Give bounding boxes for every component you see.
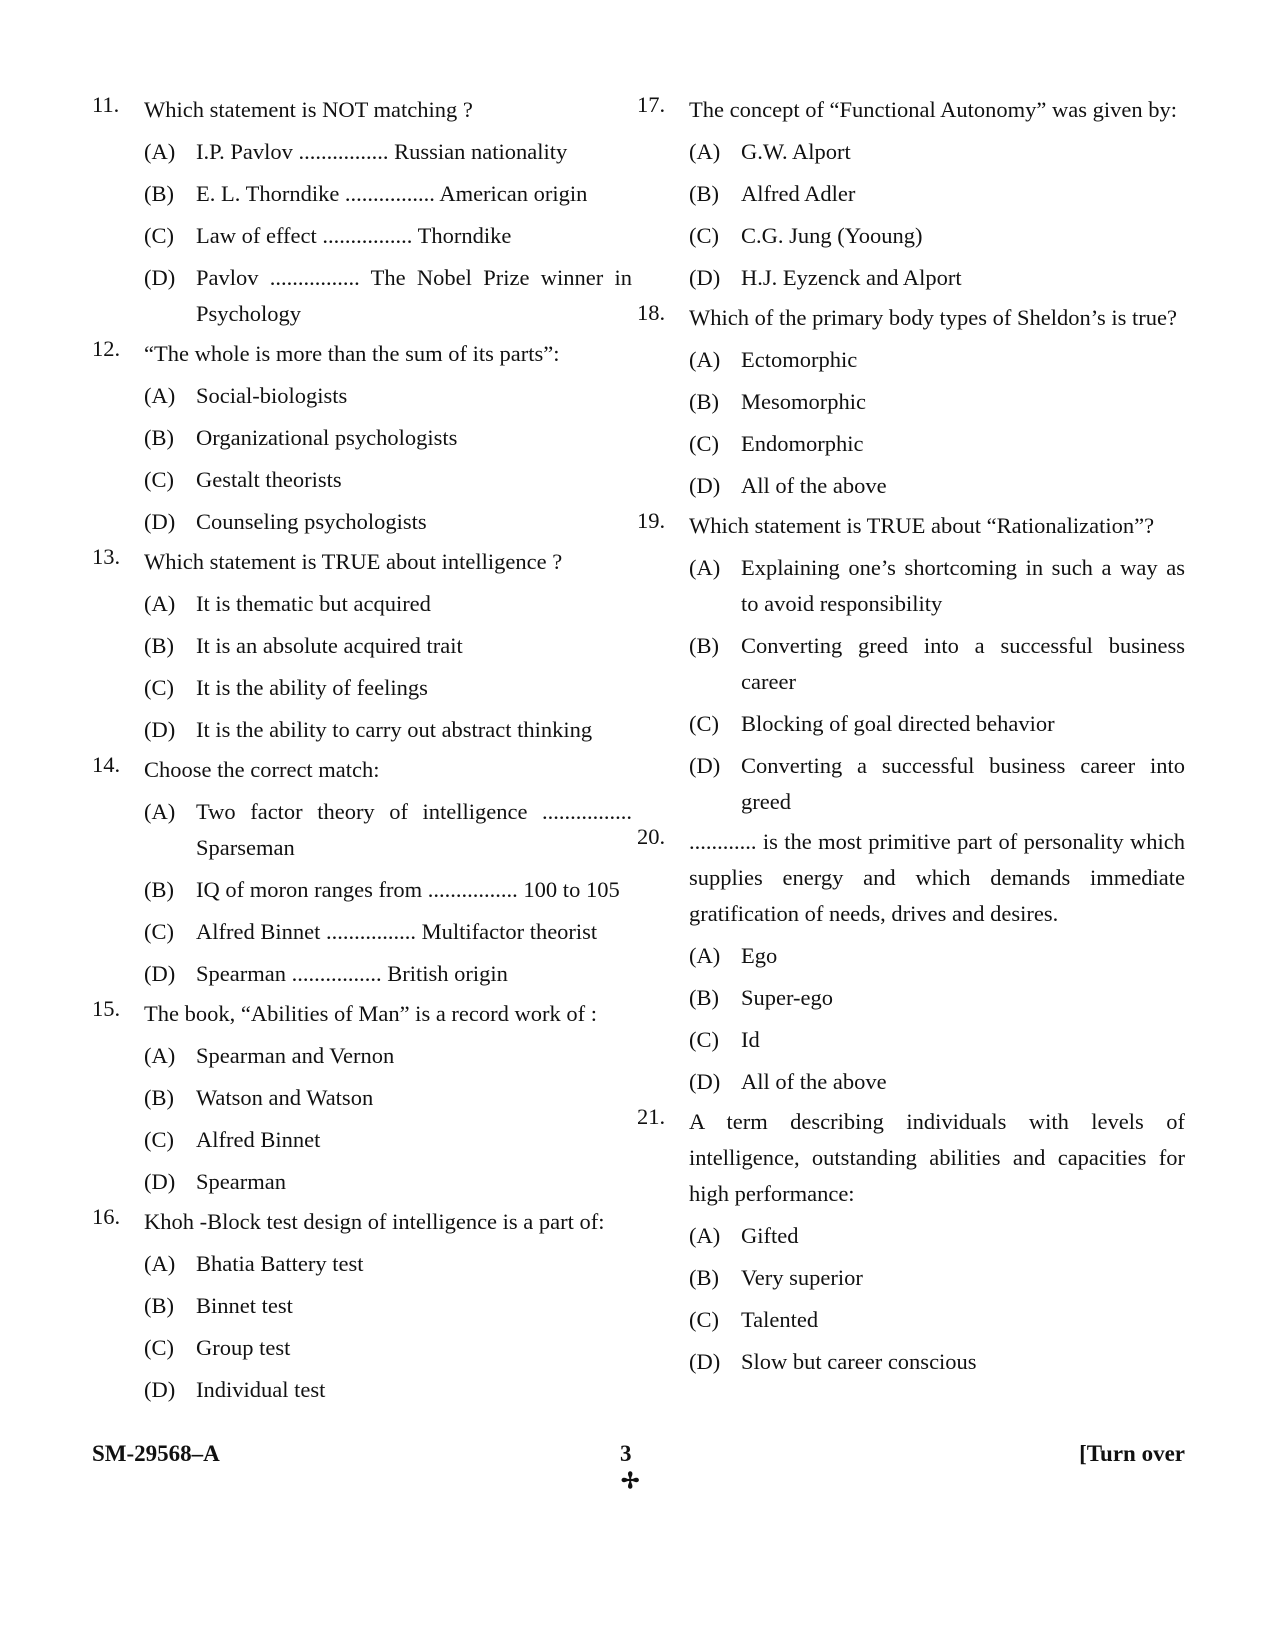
option-text: I.P. Pavlov ................ Russian nationality	[196, 139, 568, 164]
option-label: (C)	[144, 1127, 174, 1152]
option-label: (C)	[689, 1027, 719, 1052]
question-text: Which statement is TRUE about “Rationalization”?	[689, 513, 1155, 538]
option-text: Individual test	[196, 1377, 326, 1402]
option-label: (D)	[689, 265, 721, 290]
option-text: G.W. Alport	[741, 139, 851, 164]
option-label: (C)	[689, 711, 719, 736]
question-number: 13.	[92, 544, 121, 569]
option-b	[689, 384, 1185, 420]
option-a	[689, 134, 1185, 170]
option-text: Spearman ................ British origin	[196, 961, 508, 986]
option-label: (D)	[689, 753, 721, 778]
option-text: Watson and Watson	[196, 1085, 374, 1110]
option-text: Spearman and Vernon	[196, 1043, 395, 1068]
option-label: (D)	[144, 509, 176, 534]
paper-code: SM-29568–A	[92, 1441, 220, 1466]
option-b	[144, 176, 632, 212]
option-d	[144, 712, 632, 748]
option-label: (A)	[144, 591, 176, 616]
question-text: “The whole is more than the sum of its parts”:	[144, 341, 560, 366]
option-a	[144, 134, 632, 170]
option-label: (B)	[689, 633, 719, 658]
option-c	[689, 218, 1185, 254]
option-label: (A)	[144, 139, 176, 164]
option-text: All of the above	[741, 473, 887, 498]
question-text: The book, “Abilities of Man” is a record work of :	[144, 1001, 597, 1026]
option-label: (D)	[689, 1349, 721, 1374]
option-text: Organizational psychologists	[196, 425, 458, 450]
option-text: All of the above	[741, 1069, 887, 1094]
option-text: C.G. Jung (Yooung)	[741, 223, 923, 248]
option-label: (B)	[144, 1085, 174, 1110]
option-text: Blocking of goal directed behavior	[741, 711, 1055, 736]
question-text: Which statement is TRUE about intelligence ?	[144, 549, 563, 574]
option-c	[144, 462, 632, 498]
option-text: Counseling psychologists	[196, 509, 427, 534]
option-text: Super-ego	[741, 985, 834, 1010]
option-text: It is the ability to carry out abstract thinking	[196, 717, 593, 742]
option-label: (C)	[144, 919, 174, 944]
question-12	[92, 336, 632, 540]
question-14	[92, 752, 632, 992]
page-number: 3	[620, 1441, 632, 1466]
option-b	[689, 176, 1185, 212]
option-label: (B)	[144, 1293, 174, 1318]
turn-over-label: [Turn over	[1079, 1441, 1185, 1466]
option-text: Slow but career conscious	[741, 1349, 977, 1374]
option-label: (B)	[144, 877, 174, 902]
question-text: Khoh -Block test design of intelligence is a part of:	[144, 1209, 605, 1234]
option-label: (C)	[144, 223, 174, 248]
question-20	[637, 824, 1185, 1100]
option-b	[689, 1260, 1185, 1296]
registration-mark-icon: ✢	[621, 1468, 640, 1493]
question-19	[637, 508, 1185, 820]
option-text: Converting a successful business career into greed	[741, 753, 1185, 814]
option-text: Mesomorphic	[741, 389, 866, 414]
option-c	[144, 1122, 632, 1158]
option-label: (A)	[689, 943, 721, 968]
question-18	[637, 300, 1185, 504]
option-text: Ectomorphic	[741, 347, 858, 372]
question-text: Which of the primary body types of Sheldon’s is true?	[689, 305, 1178, 330]
option-text: Very superior	[741, 1265, 863, 1290]
option-text: Two factor theory of intelligence ................ Sparseman	[196, 799, 632, 860]
option-a	[144, 794, 632, 866]
question-text: Which statement is NOT matching ?	[144, 97, 473, 122]
option-c	[144, 218, 632, 254]
option-c	[144, 670, 632, 706]
option-b	[689, 628, 1185, 700]
option-c	[144, 1330, 632, 1366]
question-17	[637, 92, 1185, 296]
option-a	[689, 938, 1185, 974]
question-15	[92, 996, 632, 1200]
option-label: (B)	[689, 985, 719, 1010]
question-number: 16.	[92, 1204, 121, 1229]
option-c	[689, 1022, 1185, 1058]
option-d	[689, 468, 1185, 504]
question-number: 21.	[637, 1104, 666, 1129]
option-b	[144, 1288, 632, 1324]
option-label: (A)	[144, 1043, 176, 1068]
option-text: Spearman	[196, 1169, 286, 1194]
option-d	[144, 260, 632, 332]
option-a	[144, 586, 632, 622]
option-text: Id	[741, 1027, 760, 1052]
question-number: 12.	[92, 336, 121, 361]
option-text: Explaining one’s shortcoming in such a way as to avoid responsibility	[741, 555, 1185, 616]
option-a	[144, 378, 632, 414]
option-b	[689, 980, 1185, 1016]
option-label: (D)	[144, 265, 176, 290]
option-label: (B)	[144, 633, 174, 658]
option-text: H.J. Eyzenck and Alport	[741, 265, 962, 290]
question-text: A term describing individuals with levels of intelligence, outstanding abilities and capacities for high performance:	[689, 1109, 1185, 1206]
option-label: (D)	[689, 1069, 721, 1094]
option-c	[689, 706, 1185, 742]
option-text: Endomorphic	[741, 431, 864, 456]
right-column	[637, 92, 1185, 1380]
option-a	[689, 550, 1185, 622]
option-a	[689, 342, 1185, 378]
option-text: Alfred Binnet ................ Multifactor theorist	[196, 919, 598, 944]
option-label: (C)	[689, 1307, 719, 1332]
option-c	[144, 914, 632, 950]
option-text: Gifted	[741, 1223, 799, 1248]
option-b	[144, 872, 632, 908]
question-21	[637, 1104, 1185, 1380]
option-text: Binnet test	[196, 1293, 293, 1318]
option-d	[144, 1372, 632, 1408]
question-13	[92, 544, 632, 748]
option-a	[689, 1218, 1185, 1254]
question-number: 17.	[637, 92, 666, 117]
question-number: 11.	[92, 92, 120, 117]
option-label: (A)	[689, 555, 721, 580]
option-text: Social-biologists	[196, 383, 348, 408]
option-text: It is thematic but acquired	[196, 591, 431, 616]
option-label: (D)	[144, 1377, 176, 1402]
option-label: (C)	[144, 1335, 174, 1360]
option-d	[144, 956, 632, 992]
option-b	[144, 1080, 632, 1116]
option-label: (A)	[144, 799, 176, 824]
option-text: Ego	[741, 943, 778, 968]
option-label: (B)	[689, 389, 719, 414]
option-label: (A)	[144, 383, 176, 408]
option-d	[689, 1344, 1185, 1380]
option-label: (B)	[144, 181, 174, 206]
option-text: IQ of moron ranges from ................ 100 to 105	[196, 877, 620, 902]
option-c	[689, 426, 1185, 462]
option-text: Bhatia Battery test	[196, 1251, 364, 1276]
question-number: 14.	[92, 752, 121, 777]
option-text: Alfred Binnet	[196, 1127, 321, 1152]
option-label: (A)	[144, 1251, 176, 1276]
option-label: (D)	[144, 961, 176, 986]
option-text: E. L. Thorndike ................ American origin	[196, 181, 588, 206]
question-11	[92, 92, 632, 332]
option-a	[144, 1246, 632, 1282]
question-text: The concept of “Functional Autonomy” was given by:	[689, 97, 1178, 122]
option-label: (D)	[144, 1169, 176, 1194]
option-d	[144, 504, 632, 540]
option-d	[689, 260, 1185, 296]
question-number: 18.	[637, 300, 666, 325]
option-d	[689, 1064, 1185, 1100]
left-column	[92, 92, 632, 1408]
option-text: Pavlov ................ The Nobel Prize winner in Psychology	[196, 265, 632, 326]
option-text: It is the ability of feelings	[196, 675, 428, 700]
question-number: 15.	[92, 996, 121, 1021]
option-d	[144, 1164, 632, 1200]
option-label: (C)	[689, 223, 719, 248]
option-label: (C)	[689, 431, 719, 456]
question-text: ............ is the most primitive part of personality which supplies energy and which demands immediate gratification of needs, drives and desires.	[689, 829, 1185, 926]
option-d	[689, 748, 1185, 820]
option-b	[144, 628, 632, 664]
option-text: Gestalt theorists	[196, 467, 342, 492]
option-label: (A)	[689, 1223, 721, 1248]
option-label: (B)	[144, 425, 174, 450]
question-text: Choose the correct match:	[144, 757, 380, 782]
question-number: 20.	[637, 824, 666, 849]
option-label: (D)	[689, 473, 721, 498]
option-label: (C)	[144, 675, 174, 700]
option-text: Talented	[741, 1307, 819, 1332]
option-text: It is an absolute acquired trait	[196, 633, 463, 658]
question-number: 19.	[637, 508, 666, 533]
option-text: Alfred Adler	[741, 181, 856, 206]
option-label: (D)	[144, 717, 176, 742]
option-a	[144, 1038, 632, 1074]
option-c	[689, 1302, 1185, 1338]
option-label: (B)	[689, 1265, 719, 1290]
question-16	[92, 1204, 632, 1408]
option-label: (A)	[689, 139, 721, 164]
option-label: (A)	[689, 347, 721, 372]
option-text: Converting greed into a successful business career	[741, 633, 1185, 694]
option-label: (B)	[689, 181, 719, 206]
option-b	[144, 420, 632, 456]
option-text: Law of effect ................ Thorndike	[196, 223, 512, 248]
option-label: (C)	[144, 467, 174, 492]
option-text: Group test	[196, 1335, 291, 1360]
